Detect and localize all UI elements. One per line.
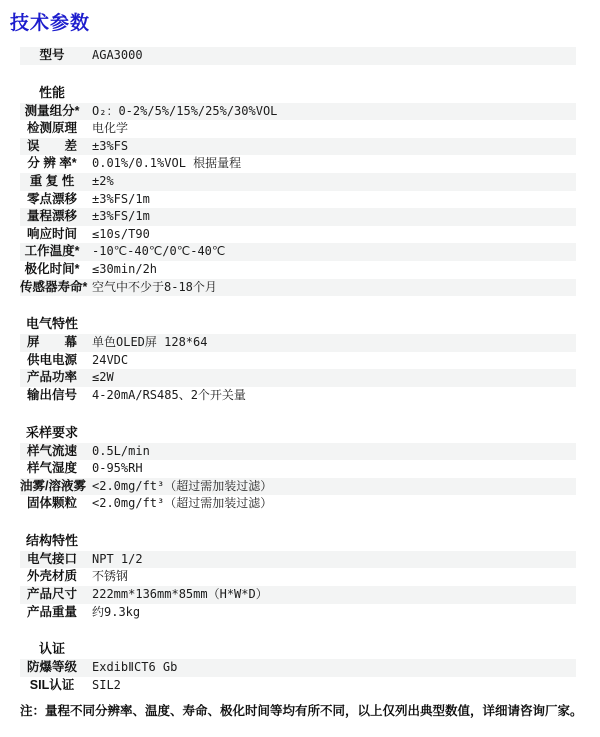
spec-value: ±3%FS	[92, 138, 129, 153]
spec-row	[20, 677, 576, 695]
spec-label: 外壳材质	[26, 569, 77, 584]
spec-value: ≤30min/2h	[92, 261, 158, 276]
spec-label: 产品重量	[26, 604, 77, 619]
spec-label: 产品功率	[26, 370, 77, 385]
spec-value: 0-95%RH	[92, 461, 143, 476]
spec-value: -10℃-40℃/0℃-40℃	[92, 244, 226, 259]
spec-label: 量程漂移	[26, 209, 77, 224]
spec-label: SIL认证	[29, 677, 75, 692]
spec-row	[20, 478, 576, 496]
spec-row	[20, 586, 576, 604]
spec-section	[20, 316, 576, 404]
spec-row	[20, 568, 576, 586]
spec-section	[20, 425, 576, 513]
spec-row	[20, 460, 576, 478]
spec-label: 油雾/溶液雾	[20, 478, 86, 493]
section-heading: 结构特性	[25, 532, 78, 548]
spec-section	[20, 533, 576, 621]
spec-row	[20, 659, 576, 677]
spec-value: 空气中不少于8-18个月	[92, 279, 217, 294]
spec-row	[20, 138, 576, 156]
spec-label: 样气流速	[26, 443, 77, 458]
section-heading: 采样要求	[25, 424, 78, 440]
spec-value: 不锈钢	[92, 569, 129, 584]
spec-row	[20, 443, 576, 461]
spec-label: 输出信号	[26, 387, 77, 402]
spec-value: ExdibⅡCT6 Gb	[92, 660, 178, 675]
spec-section	[20, 85, 576, 297]
page-title: 技术参数	[10, 13, 91, 34]
spec-label: 产品尺寸	[26, 587, 77, 602]
spec-value: NPT 1/2	[92, 551, 143, 566]
spec-label: 型号	[39, 48, 65, 62]
spec-value: 单色OLED屏 128*64	[92, 335, 208, 350]
spec-row	[20, 604, 576, 622]
spec-row	[20, 551, 576, 569]
spec-row	[20, 369, 576, 387]
spec-value: 222mm*136mm*85mm（H*W*D）	[92, 587, 268, 602]
spec-section	[20, 641, 576, 694]
spec-label: 防爆等级	[26, 660, 77, 675]
spec-label: 分 辨 率*	[27, 156, 77, 171]
spec-row	[20, 103, 576, 121]
spec-table	[20, 47, 576, 694]
spec-row	[20, 208, 576, 226]
spec-row	[20, 173, 576, 191]
spec-label: 供电电源	[26, 352, 77, 367]
section-heading: 性能	[38, 84, 65, 100]
spec-row	[20, 47, 576, 65]
spec-value: <2.0mg/ft³（超过需加装过滤）	[92, 478, 273, 493]
spec-row	[20, 387, 576, 405]
spec-row	[20, 120, 576, 138]
spec-value: 约9.3kg	[92, 604, 141, 619]
spec-value: 电化学	[92, 121, 129, 136]
spec-row	[20, 191, 576, 209]
spec-label: 屏 幕	[26, 335, 77, 350]
section-heading: 电气特性	[25, 316, 78, 332]
spec-value: ±3%FS/1m	[92, 209, 150, 224]
spec-label: 电气接口	[26, 551, 77, 566]
spec-label: 检测原理	[26, 121, 77, 136]
spec-label: 响应时间	[26, 226, 77, 241]
spec-label: 样气湿度	[26, 461, 77, 476]
spec-value: 0.5L/min	[92, 443, 150, 458]
spec-value: O₂：0-2%/5%/15%/25%/30%VOL	[92, 103, 278, 118]
spec-label: 极化时间*	[24, 261, 80, 276]
footnote: 注：量程不同分辨率、温度、寿命、极化时间等均有所不同，以上仅列出典型数值，详细请咨询厂家。	[20, 704, 583, 719]
spec-row	[20, 155, 576, 173]
section-heading: 认证	[38, 641, 65, 657]
spec-label: 传感器寿命*	[20, 279, 88, 294]
spec-row	[20, 226, 576, 244]
spec-label: 测量组分*	[24, 103, 80, 118]
spec-label: 工作温度*	[24, 244, 80, 259]
spec-row	[20, 334, 576, 352]
spec-label: 重 复 性	[29, 173, 75, 188]
spec-row	[20, 261, 576, 279]
spec-label: 误 差	[26, 138, 77, 153]
spec-value: ±2%	[92, 173, 114, 188]
spec-value: SIL2	[92, 677, 121, 692]
spec-value: ≤10s/T90	[92, 226, 150, 241]
spec-row	[20, 279, 576, 297]
spec-value: ±3%FS/1m	[92, 191, 150, 206]
spec-value: 4-20mA/RS485、2个开关量	[92, 387, 246, 402]
spec-row	[20, 352, 576, 370]
spec-label: 零点漂移	[26, 191, 77, 206]
spec-value: <2.0mg/ft³（超过需加装过滤）	[92, 496, 273, 511]
spec-row	[20, 243, 576, 261]
spec-label: 固体颗粒	[26, 496, 77, 511]
spec-value: 0.01%/0.1%VOL 根据量程	[92, 156, 242, 171]
spec-value: ≤2W	[92, 370, 114, 385]
spec-value: AGA3000	[92, 48, 143, 62]
spec-row	[20, 495, 576, 513]
spec-value: 24VDC	[92, 352, 129, 367]
